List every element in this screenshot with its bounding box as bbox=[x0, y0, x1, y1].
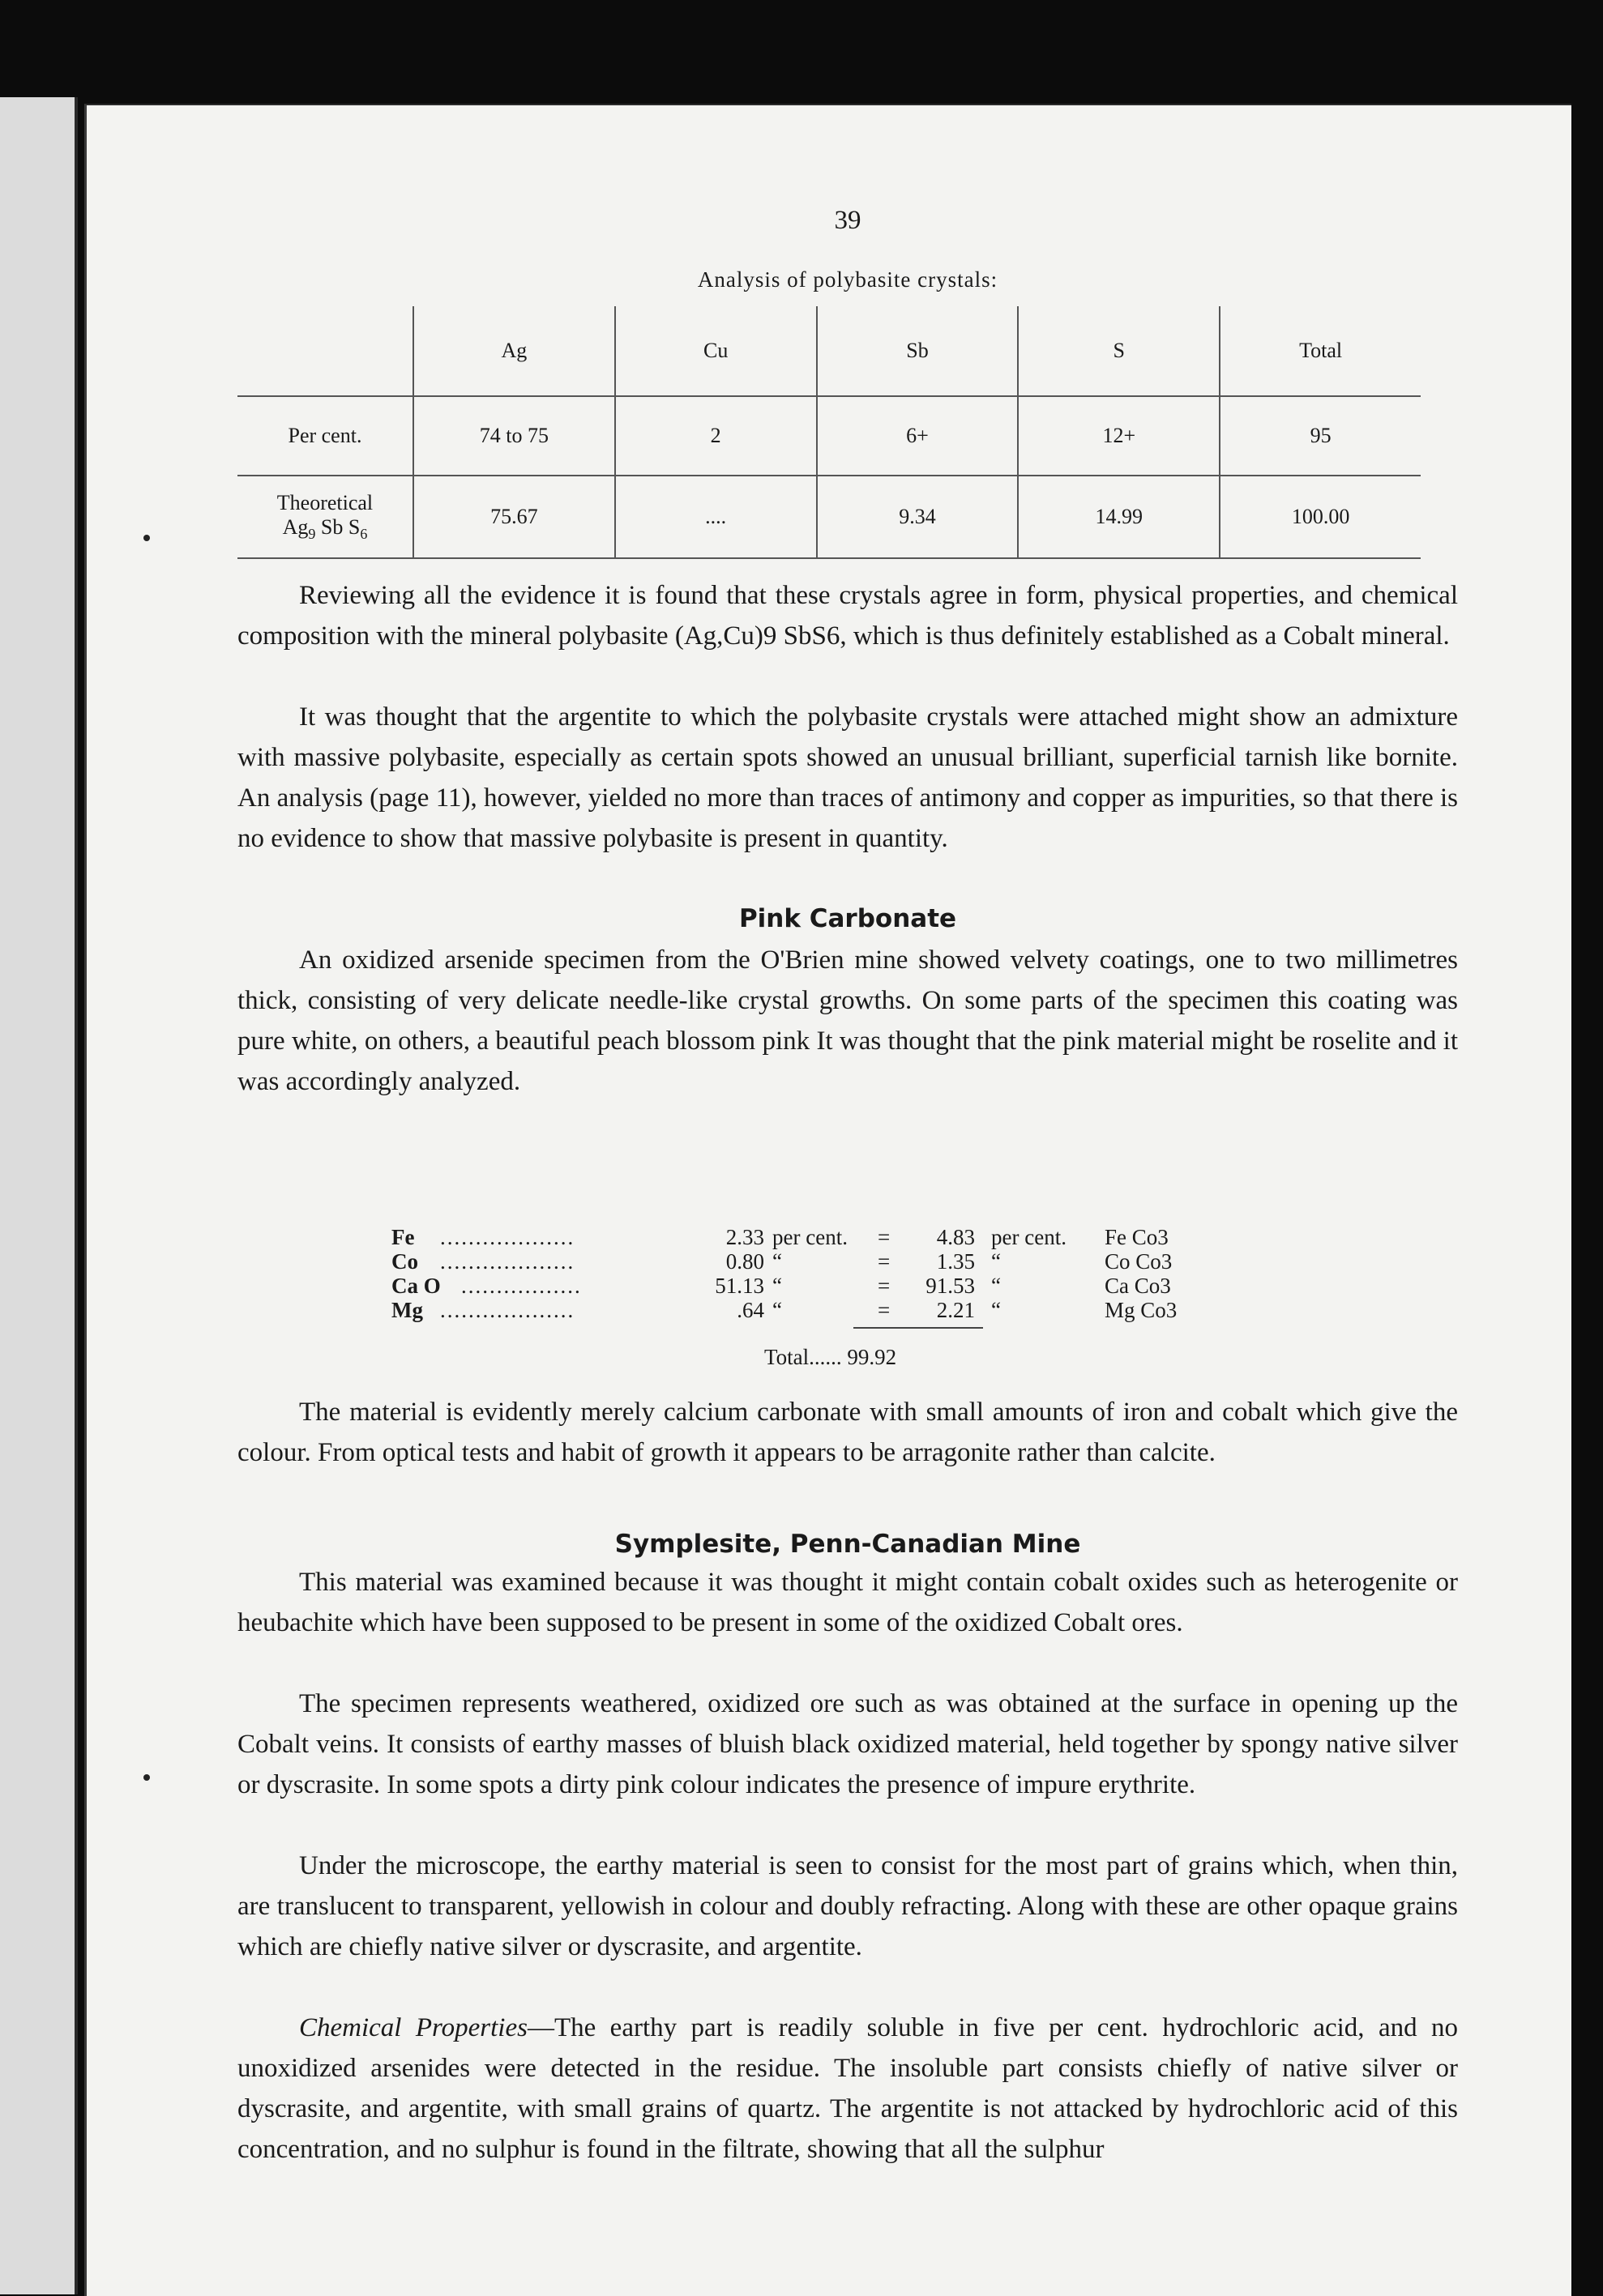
equals-sign: = bbox=[878, 1225, 891, 1249]
paragraph-symplesite-intro: This material was examined because it was thought it might contain cobalt oxides such as heterogenite or heubachite which have been supposed to be present in some of the oxidized Cobalt ores. bbox=[237, 1568, 1458, 1637]
total-rule bbox=[853, 1327, 983, 1329]
table-header-cell: Sb bbox=[817, 306, 1019, 396]
table-cell: 6+ bbox=[817, 396, 1019, 476]
table-header-cell: Cu bbox=[615, 306, 817, 396]
equals-sign: = bbox=[878, 1249, 891, 1274]
table-header-cell bbox=[237, 306, 413, 396]
table-header-cell: Ag bbox=[413, 306, 615, 396]
table-cell: .... bbox=[615, 476, 817, 558]
carbonate-unit: “ bbox=[991, 1298, 1001, 1322]
table-cell: 100.00 bbox=[1220, 476, 1421, 558]
equals-sign: = bbox=[878, 1274, 891, 1298]
table-cell: 9.34 bbox=[817, 476, 1019, 558]
heading-pink-carbonate: Pink Carbonate bbox=[738, 904, 957, 933]
table-cell: 95 bbox=[1220, 396, 1421, 476]
carbonate-unit: “ bbox=[772, 1274, 782, 1298]
table-cell: 74 to 75 bbox=[413, 396, 615, 476]
carbonate-unit: “ bbox=[772, 1298, 782, 1322]
carbonate-element: Ca O bbox=[391, 1274, 441, 1298]
carbonate-unit: “ bbox=[772, 1249, 782, 1274]
paragraph-pink-carbonate: An oxidized arsenide specimen from the O'Brien mine showed velvety coatings, one to two millimetres thick, consisting of very delicate needle-like crystal growths. On some parts of the specimen this coating was pure white, on others, a beautiful peach blossom pink It was thought that the pink material might be roselite and it was accordingly analyzed. bbox=[237, 945, 1458, 1096]
formula-subscript: 9 bbox=[308, 526, 316, 543]
formula-subscript: 6 bbox=[360, 526, 368, 543]
row-label-line1: Theoretical bbox=[276, 490, 374, 514]
paragraph-review: Reviewing all the evidence it is found that these crystals agree in form, physical properties, and chemical composition with the mineral polybasite (Ag,Cu)9 SbS6, which is thus definitely established as a Cobalt mineral. bbox=[237, 581, 1458, 651]
table-header-cell: S bbox=[1018, 306, 1220, 396]
document-page bbox=[84, 104, 1571, 2296]
polybasite-analysis-table bbox=[237, 306, 1421, 559]
leader-dots: ................... bbox=[440, 1225, 575, 1249]
table-row-label: Per cent. bbox=[237, 396, 413, 476]
paragraph-chemical-properties bbox=[237, 2008, 1458, 2170]
carbonate-percent: .64 bbox=[737, 1298, 764, 1322]
paragraph-microscope: Under the microscope, the earthy material is seen to consist for the most part of grains which, when thin, are translucent to transparent, yellowish in colour and doubly refracting. Along with these are other opaque grains which are chiefly native silver or dyscrasite, and argentite. bbox=[237, 1851, 1458, 1961]
carbonate-element: Fe bbox=[391, 1225, 415, 1249]
total-label: Total...... bbox=[764, 1345, 842, 1369]
row-label-formula bbox=[282, 514, 368, 543]
carbonate-compound: Fe Co3 bbox=[1105, 1225, 1169, 1249]
carbonate-value: 4.83 bbox=[936, 1225, 975, 1249]
carbonate-percent: 51.13 bbox=[715, 1274, 764, 1298]
carbonate-compound: Co Co3 bbox=[1105, 1249, 1173, 1274]
carbonate-percent: 0.80 bbox=[725, 1249, 764, 1274]
table-row bbox=[237, 476, 1421, 558]
table-caption: Analysis of polybasite crystals: bbox=[697, 267, 998, 292]
carbonate-total bbox=[764, 1345, 896, 1370]
leader-dots: ................... bbox=[440, 1298, 575, 1322]
formula-part: Ag bbox=[282, 514, 309, 539]
carbonate-element: Mg bbox=[391, 1298, 423, 1322]
carbonate-unit: “ bbox=[991, 1274, 1001, 1298]
paragraph-calcium-carbonate: The material is evidently merely calcium carbonate with small amounts of iron and cobalt which give the colour. From optical tests and habit of growth it appears to be arragonite rather than calcite. bbox=[237, 1398, 1458, 1467]
carbonate-unit: per cent. bbox=[991, 1225, 1067, 1249]
carbonate-element: Co bbox=[391, 1249, 418, 1274]
table-cell: 2 bbox=[615, 396, 817, 476]
adjacent-page-edge bbox=[0, 97, 78, 2294]
carbonate-percent: 2.33 bbox=[725, 1225, 764, 1249]
leader-dots: ................. bbox=[461, 1274, 582, 1298]
carbonate-unit: per cent. bbox=[772, 1225, 848, 1249]
page-number: 39 bbox=[834, 206, 861, 235]
paragraph-argentite: It was thought that the argentite to which the polybasite crystals were attached might show an admixture with massive polybasite, especially as certain spots showed an unusual brilliant, superficial tarnish like bornite. An analysis (page 11), however, yielded no more than traces of antimony and copper as impurities, so that there is no evidence to show that massive polybasite is present in quantity. bbox=[237, 702, 1458, 853]
carbonate-value: 1.35 bbox=[936, 1249, 975, 1274]
chemical-properties-text: —The earthy part is readily soluble in five per cent. hydrochloric acid, and no unoxidized arsenides were detected in the residue. The insoluble part consists chiefly of native silver or dyscrasite, and argentite, with small grains of quartz. The argentite is not attacked by hydrochloric acid of this concentration, and no sulphur is found in the filtrate, showing that all the sulphur bbox=[237, 2013, 1458, 2164]
table-cell: 75.67 bbox=[413, 476, 615, 558]
carbonate-value: 91.53 bbox=[925, 1274, 975, 1298]
table-row-label bbox=[237, 476, 413, 558]
table-cell: 14.99 bbox=[1018, 476, 1220, 558]
leader-dots: ................... bbox=[440, 1249, 575, 1274]
scan-speck bbox=[143, 1774, 150, 1781]
paragraph-specimen: The specimen represents weathered, oxidized ore such as was obtained at the surface in opening up the Cobalt veins. It consists of earthy masses of bluish black oxidized material, held together by spongy native silver or dyscrasite. In some spots a dirty pink colour indicates the presence of impure erythrite. bbox=[237, 1689, 1458, 1799]
carbonate-unit: “ bbox=[991, 1249, 1001, 1274]
table-row bbox=[237, 396, 1421, 476]
table-cell: 12+ bbox=[1018, 396, 1220, 476]
equals-sign: = bbox=[878, 1298, 891, 1322]
table-header-cell: Total bbox=[1220, 306, 1421, 396]
chemical-properties-lead: Chemical Properties bbox=[299, 2013, 528, 2042]
scan-speck bbox=[143, 535, 150, 541]
formula-part: Sb S bbox=[315, 514, 361, 539]
total-value: 99.92 bbox=[847, 1345, 897, 1369]
carbonate-compound: Mg Co3 bbox=[1105, 1298, 1178, 1322]
table-header-row bbox=[237, 306, 1421, 396]
carbonate-compound: Ca Co3 bbox=[1105, 1274, 1171, 1298]
carbonate-value: 2.21 bbox=[936, 1298, 975, 1322]
heading-symplesite: Symplesite, Penn-Canadian Mine bbox=[614, 1530, 1081, 1559]
